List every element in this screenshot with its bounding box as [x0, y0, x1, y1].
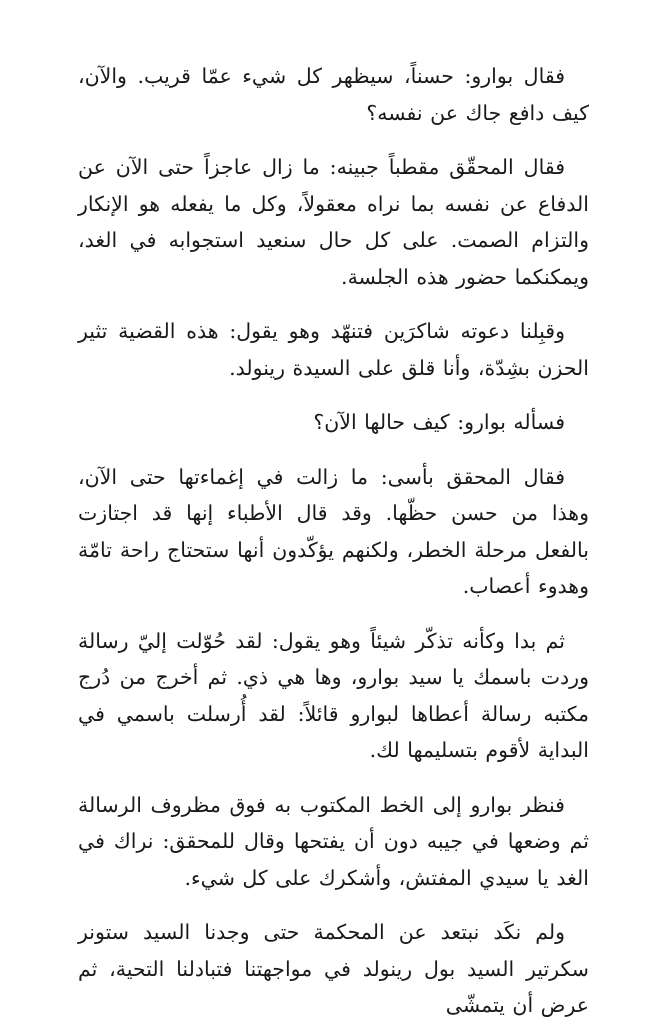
paragraph-5: فقال المحقق بأسى: ما زالت في إغماءتها حتى الآن، وهذا من حسن حظّها. وقد قال الأطباء إنها قد اجتازت بالفعل مرحلة الخطر، ولكنهم يؤكّدون أنها ستحتاج راحة تامّة وهدوء أعصاب. [78, 464, 589, 598]
paragraph-2: فقال المحقّق مقطباً جبينه: ما زال عاجزاً حتى الآن عن الدفاع عن نفسه بما نراه معقولاً، وكل ما يفعله هو الإنكار والتزام الصمت. على كل حال سنعيد استجوابه في الغد، ويمكنكما حضور هذه الجلسة. [78, 155, 589, 289]
paragraph-8: ولم نكَد نبتعد عن المحكمة حتى وجدنا السيد ستونر سكرتير السيد بول رينولد في مواجهتنا فتبادلنا التحية، ثم عرض أن يتمشّى [78, 920, 589, 1017]
paragraph-4: فسأله بوارو: كيف حالها الآن؟ [313, 410, 565, 434]
paragraph-3: وقبِلنا دعوته شاكرَين فتنهّد وهو يقول: هذه القضية تثير الحزن بشِدّة، وأنا قلق على السيدة رينولد. [78, 319, 589, 380]
paragraph-1: فقال بوارو: حسناً، سيظهر كل شيء عمّا قريب. والآن، كيف دافع جاك عن نفسه؟ [78, 64, 589, 125]
paragraph-6: ثم بدا وكأنه تذكّر شيئاً وهو يقول: لقد حُوّلت إليّ رسالة وردت باسمك يا سيد بوارو، وها هي ذي. ثم أخرج من دُرج مكتبه رسالة أعطاها لبوارو قائلاً: لقد أُرسلت باسمي في البداية لأقوم بتسليمها لك. [78, 628, 589, 762]
paragraph-7: فنظر بوارو إلى الخط المكتوب به فوق مظروف الرسالة ثم وضعها في جيبه دون أن يفتحها وقال للمحقق: نراك في الغد يا سيدي المفتش، وأشكرك على كل شيء. [78, 792, 589, 890]
